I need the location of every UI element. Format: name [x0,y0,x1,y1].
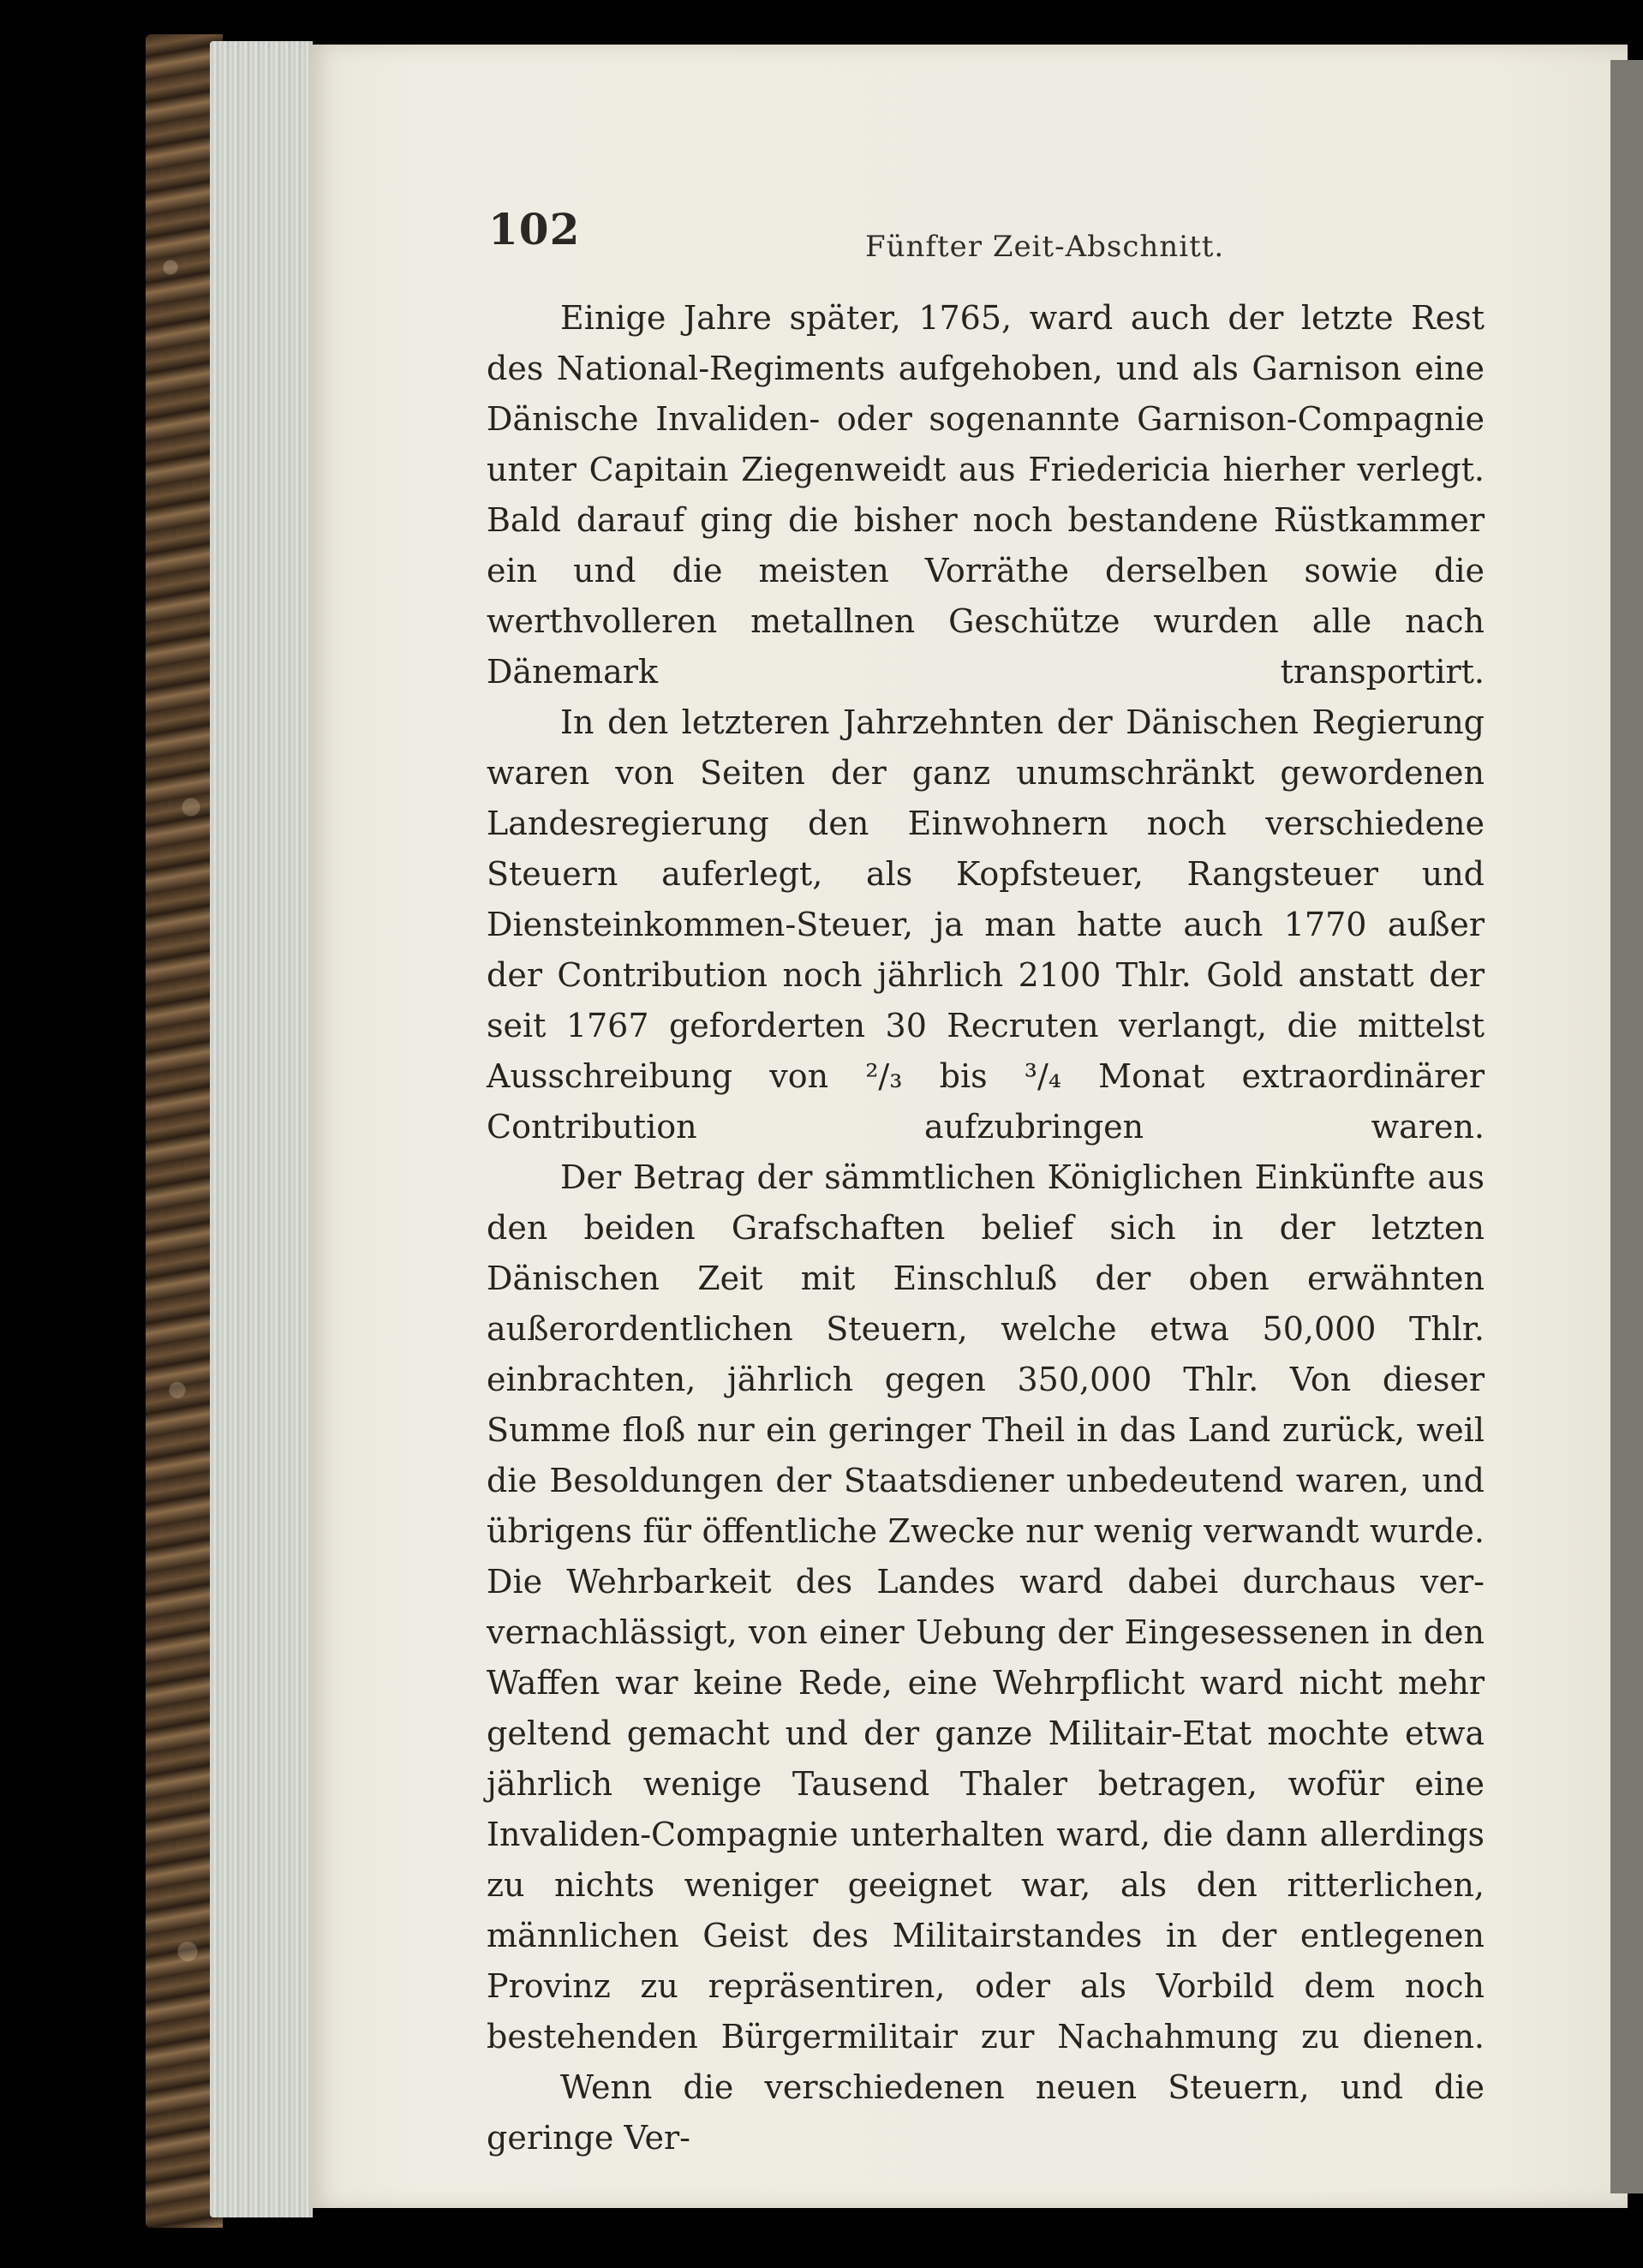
marbled-pattern [150,51,218,2211]
page-number: 102 [488,204,581,254]
facing-page-edge [1610,60,1643,2193]
running-head: Fünfter Zeit-Abschnitt. [865,230,1225,264]
paragraph-2: In den letzteren Jahrzehnten der Dänischen Regierung waren von Seiten der ganz unumschränkt gewordenen Landesregierung den Einwohnern noch verschiedene Steuern auferlegt, als Kopfsteuer, Rangsteuer und Diensteinkommen-Steuer, ja man hatte auch 1770 außer der Contribution noch jährlich 2100 Thlr. Gold anstatt der seit 1767 geforderten 30 Recruten verlangt, die mittelst Ausschreibung von ²/₃ bis ³/₄ Monat extraordinärer Contribution aufzubringen waren. [487,703,1485,1146]
page-edges [210,41,313,2217]
body-text [487,293,1485,2163]
paragraph-3: Der Betrag der sämmtlichen Königlichen Einkünfte aus den beiden Grafschaften belief sich in der letzten Dänischen Zeit mit Einschluß der oben erwähnten außerordentlichen Steuern, welche etwa 50,000 Thlr. einbrachten, jährlich gegen 350,000 Thlr. Von dieser Summe floß nur ein geringer Theil in das Land zurück, weil die Besoldungen der Staatsdiener unbedeutend waren, und übrigens für öffentliche Zwecke nur wenig verwandt wurde. Die Wehrbarkeit des Landes ward dabei durchaus ver-vernachlässigt, von einer Uebung der Eingesessenen in den Waffen war keine Rede, eine Wehrpflicht ward nicht mehr geltend gemacht und der ganze Militair-Etat mochte etwa jährlich wenige Tausend Thaler betragen, wofür eine Invaliden-Compagnie unterhalten ward, die dann allerdings zu nichts weniger geeignet war, als den ritterlichen, männlichen Geist des Militairstandes in der entlegenen Provinz zu repräsentiren, oder als Vorbild dem noch bestehenden Bürgermilitair zur Nachahmung zu dienen. [487,1158,1485,2056]
paragraph-4: Wenn die verschiedenen neuen Steuern, und die geringe Ver- [487,2068,1485,2157]
paragraph-1: Einige Jahre später, 1765, ward auch der letzte Rest des National-Regiments aufgehoben, und als Garnison eine Dänische Invaliden- oder sogenannte Garnison-Compagnie unter Capitain Ziegenweidt aus Friedericia hierher verlegt. Bald darauf ging die bisher noch bestandene Rüstkammer ein und die meisten Vorräthe derselben sowie die werthvolleren metallnen Geschütze wurden alle nach Dänemark transportirt. [487,299,1485,691]
